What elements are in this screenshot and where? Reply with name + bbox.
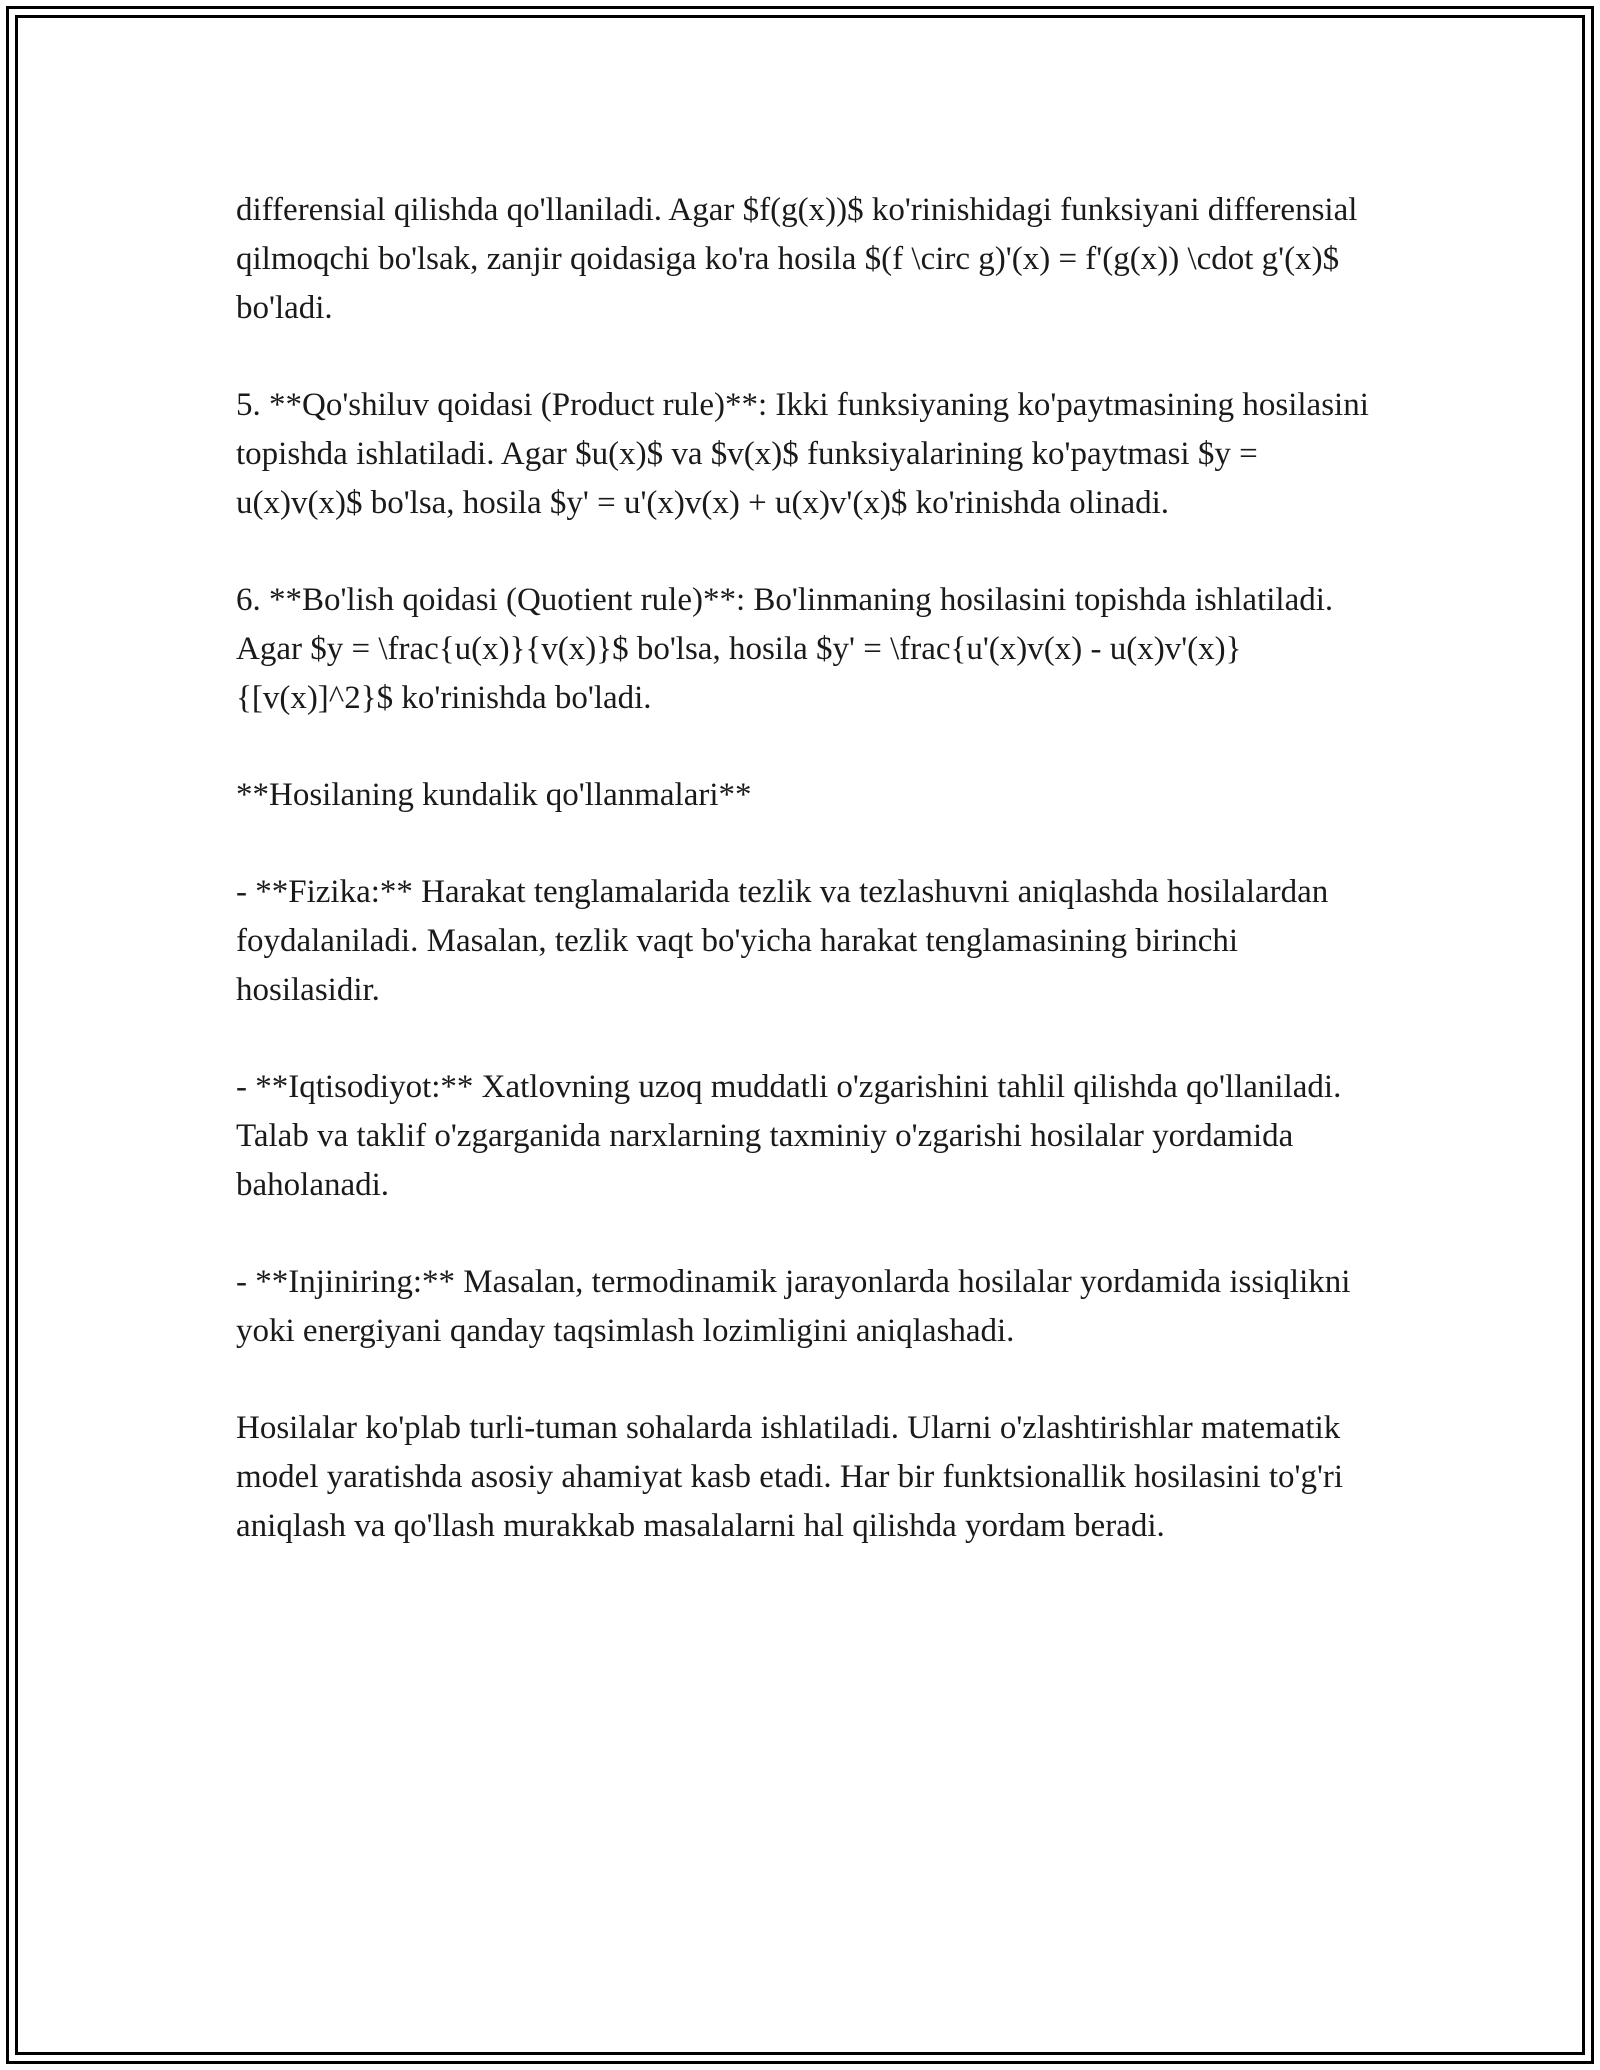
list-item-economics: - **Iqtisodiyot:** Xatlovning uzoq muddatli o'zgarishini tahlil qilishda qo'llaniladi. Talab va taklif o'zgarganida narxlarning taxminiy o'zgarishi hosilalar yordamida baholanadi. <box>236 1069 1342 1203</box>
section-heading: **Hosilaning kundalik qo'llanmalari** <box>236 777 752 813</box>
paragraph-chain-rule-continuation: differensial qilishda qo'llaniladi. Agar $f(g(x))$ ko'rinishidagi funksiyani differensial qilmoqchi bo'lsak, zanjir qoidasiga ko'ra hosila $(f \circ g)'(x) = f'(g(x)) \cdot g'(x)$ bo'ladi. <box>236 192 1358 326</box>
list-item-engineering: - **Injiniring:** Masalan, termodinamik jarayonlarda hosilalar yordamida issiqlikni yoki energiyani qanday taqsimlash lozimligini aniqlashadi. <box>236 1264 1351 1349</box>
list-item-physics: - **Fizika:** Harakat tenglamalarida tezlik va tezlashuvni aniqlashda hosilalardan foydalaniladi. Masalan, tezlik vaqt bo'yicha harakat tenglamasining birinchi hosilasidir. <box>236 874 1329 1008</box>
paragraph-conclusion: Hosilalar ko'plab turli-tuman sohalarda ishlatiladi. Ularni o'zlashtirishlar matematik model yaratishda asosiy ahamiyat kasb etadi. Har bir funktsionallik hosilasini to'g'ri aniqlash va qo'llash murakkab masalalarni hal qilishda yordam beradi. <box>236 1410 1344 1544</box>
paragraph-product-rule: 5. **Qo'shiluv qoidasi (Product rule)**: Ikki funksiyaning ko'paytmasining hosilasini topishda ishlatiladi. Agar $u(x)$ va $v(x)$ funksiyalarining ko'paytmasi $y = u(x)v(x)$ bo'lsa, hosila $y' = u'(x)v(x) + u(x)v'(x)$ ko'rinishda olinadi. <box>236 387 1369 521</box>
document-body <box>236 186 1376 1551</box>
paragraph-quotient-rule: 6. **Bo'lish qoidasi (Quotient rule)**: Bo'linmaning hosilasini topishda ishlatiladi. Agar $y = \frac{u(x)}{v(x)}$ bo'lsa, hosila $y' = \frac{u'(x)v(x) - u(x)v'(x)}{[v(x)]^2}$ ko'rinishda bo'ladi. <box>236 582 1334 716</box>
